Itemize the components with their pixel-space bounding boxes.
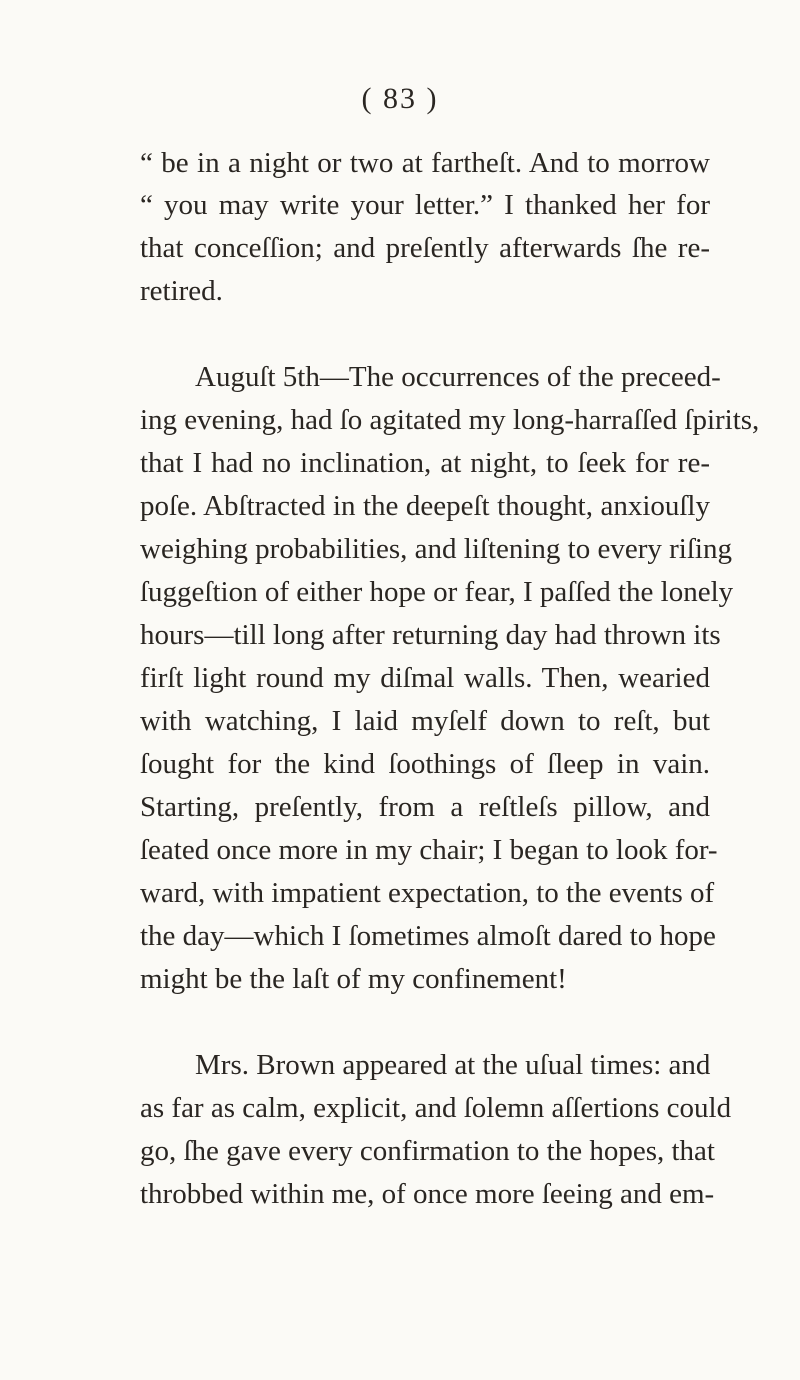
text-line: as far as calm, explicit, and ſolemn aſſertions could <box>140 1092 732 1124</box>
text-line: poſe. Abſtracted in the deepeſt thought, anxiouſly <box>140 490 710 522</box>
page-number: ( 83 ) <box>361 82 439 115</box>
text-line: Starting, preſently, from a reſtleſs pillow, and <box>140 791 710 823</box>
text-line: hours—till long after returning day had thrown its <box>140 619 721 651</box>
text-line: “ you may write your letter.” I thanked her for <box>140 189 710 221</box>
text-line: with watching, I laid myſelf down to reſt, but <box>140 705 710 737</box>
text-line: “ be in a night or two at fartheſt. And to morrow <box>140 147 710 179</box>
text-line: that conceſſion; and preſently afterwards ſhe re- <box>140 232 710 264</box>
text-line: the day—which I ſometimes almoſt dared to hope <box>140 920 716 952</box>
text-line: ſuggeſtion of either hope or fear, I paſſed the lonely <box>140 576 734 608</box>
text-line: throbbed within me, of once more ſeeing and em- <box>140 1178 715 1210</box>
text-line: Mrs. Brown appeared at the uſual times: and <box>195 1049 711 1081</box>
text-line: retired. <box>140 275 223 307</box>
text-line: that I had no inclination, at night, to ſeek for re- <box>140 447 710 479</box>
text-line: ſeated once more in my chair; I began to look for- <box>140 834 718 866</box>
text-line: ſought for the kind ſoothings of ſleep in vain. <box>140 748 710 780</box>
text-line: might be the laſt of my confinement! <box>140 963 567 995</box>
text-line: go, ſhe gave every confirmation to the hopes, that <box>140 1135 715 1167</box>
text-line: ward, with impatient expectation, to the events of <box>140 877 715 909</box>
text-line: ing evening, had ſo agitated my long-harraſſed ſpirits, <box>140 404 760 436</box>
text-line: firſt light round my diſmal walls. Then, wearied <box>140 662 710 694</box>
text-line: weighing probabilities, and liſtening to every riſing <box>140 533 732 565</box>
text-line: Auguſt 5th—The occurrences of the preceed- <box>195 361 721 393</box>
